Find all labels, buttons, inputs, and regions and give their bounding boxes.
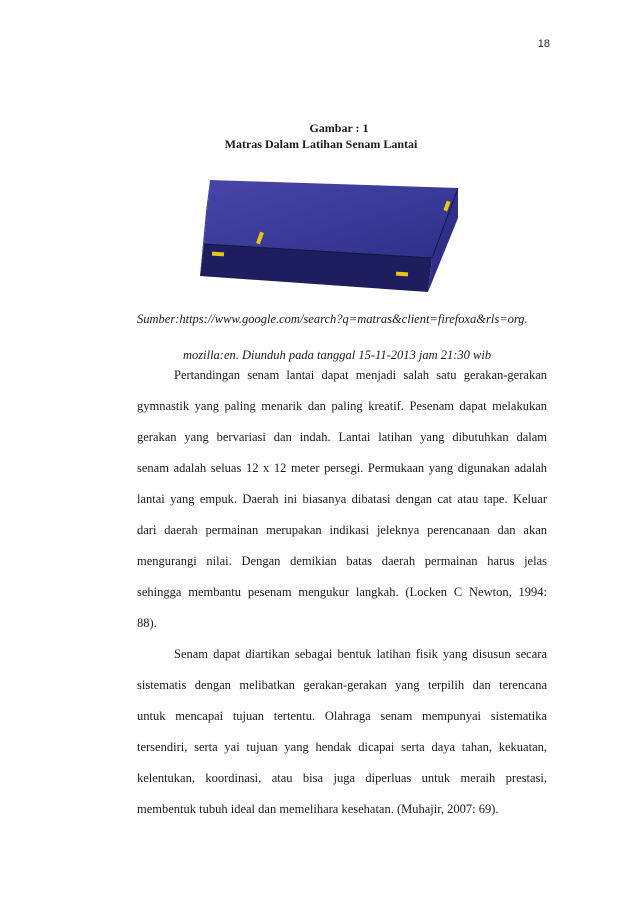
figure-caption-title: Gambar : 1 bbox=[309, 121, 369, 135]
mat-handle-front bbox=[396, 272, 408, 277]
paragraph-line: sistematis dengan melibatkan gerakan-gerakan yang terpilih dan terencana bbox=[137, 678, 547, 692]
mat-handle-left bbox=[212, 252, 224, 257]
source-line-2: mozilla:en. Diunduh pada tanggal 15-11-2013 jam 21:30 wib bbox=[183, 348, 492, 362]
figure-source bbox=[137, 306, 557, 364]
paragraph-line: untuk mencapai tujuan tertentu. Olahraga senam mempunyai sistematika bbox=[137, 709, 547, 723]
paragraph-line: gerakan yang bervariasi dan indah. Lantai latihan yang dibutuhkan dalam bbox=[137, 430, 547, 444]
page-number: 18 bbox=[537, 38, 550, 50]
paragraph-line: Pertandingan senam lantai dapat menjadi salah satu gerakan-gerakan bbox=[174, 368, 547, 382]
gymnastics-mat-image bbox=[196, 168, 476, 304]
paragraph-line: lantai yang empuk. Daerah ini biasanya dibatasi dengan cat atau tape. Keluar bbox=[137, 492, 547, 506]
paragraph-line: senam adalah seluas 12 x 12 meter persegi. Permukaan yang digunakan adalah bbox=[137, 461, 547, 475]
paragraph-line: kelentukan, koordinasi, atau bisa juga diperluas untuk meraih prestasi, bbox=[137, 771, 547, 785]
paragraph-line: gymnastik yang paling menarik dan paling kreatif. Pesenam dapat melakukan bbox=[137, 399, 547, 413]
paragraph-line: dari daerah permainan merupakan indikasi jeleknya perencanaan dan akan bbox=[137, 523, 547, 537]
gymnastics-mat-icon bbox=[196, 168, 476, 304]
paragraph-line: tersendiri, serta yai tujuan yang hendak dicapai serta daya tahan, kekuatan, bbox=[137, 740, 547, 754]
paragraph-line: Senam dapat diartikan sebagai bentuk latihan fisik yang disusun secara bbox=[174, 647, 547, 661]
paragraph-line: 88). bbox=[137, 616, 157, 630]
paragraph-line: membentuk tubuh ideal dan memelihara kesehatan. (Muhajir, 2007: 69). bbox=[137, 802, 499, 816]
paragraph-line: mengurangi nilai. Dengan demikian batas daerah permainan harus jelas bbox=[137, 554, 547, 568]
figure-caption-subtitle: Matras Dalam Latihan Senam Lantai bbox=[224, 137, 418, 151]
source-line-1: Sumber:https://www.google.com/search?q=matras&client=firefoxa&rls=org. bbox=[137, 312, 528, 326]
paragraph-line: sehingga membantu pesenam mengukur langkah. (Locken C Newton, 1994: bbox=[137, 585, 547, 599]
figure-caption bbox=[0, 120, 638, 152]
